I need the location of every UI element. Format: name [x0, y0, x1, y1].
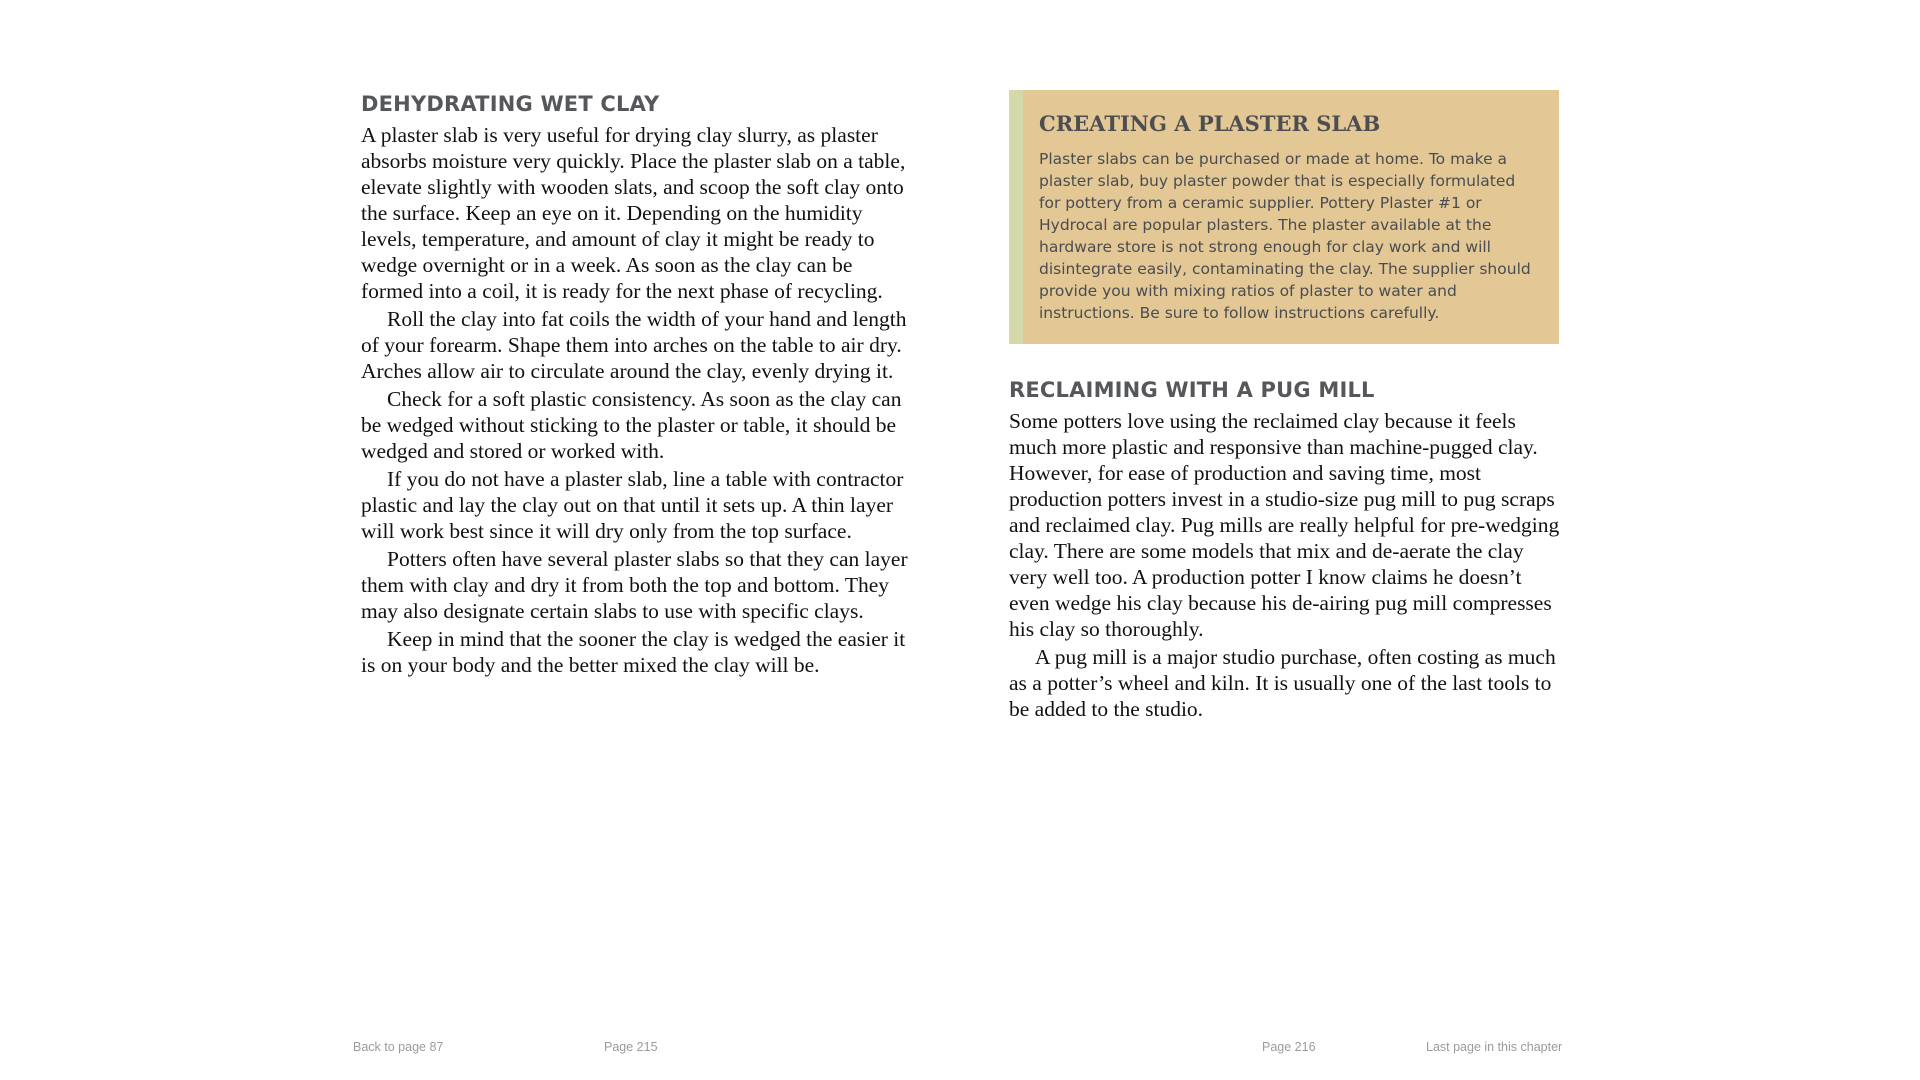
right-body-text — [1009, 408, 1561, 722]
last-page-label: Last page in this chapter — [1426, 1040, 1563, 1054]
section-heading-dehydrating: DEHYDRATING WET CLAY — [361, 92, 660, 116]
sidebar-stripe — [1009, 90, 1023, 344]
right-page — [1009, 90, 1561, 724]
sidebar-box — [1009, 90, 1559, 344]
spacer — [1009, 344, 1561, 370]
paragraph: If you do not have a plaster slab, line a table with contractor plastic and lay the clay out on that until it sets up. A thin layer will work best since it will dry only from the top surface. — [361, 467, 904, 543]
paragraph: Roll the clay into fat coils the width of your hand and length of your forearm. Shape them into arches on the table to air dry. Arches allow air to circulate around the clay, evenly drying it. — [361, 307, 907, 383]
back-to-page-link[interactable]: Back to page 87 — [353, 1040, 444, 1054]
paragraph: A plaster slab is very useful for drying clay slurry, as plaster absorbs moisture very quickly. Place the plaster slab on a table, elevate slightly with wooden slats, and scoop the soft clay onto the surface. Keep an eye on it. Depending on the humidity levels, temperature, and amount of clay it might be ready to wedge overnight or in a week. As soon as the clay can be formed into a coil, it is ready for the next phase of recycling. — [361, 123, 906, 303]
paragraph: Check for a soft plastic consistency. As soon as the clay can be wedged without sticking to the plaster or table, it should be wedged and stored or worked with. — [361, 387, 902, 463]
left-page-number: Page 215 — [604, 1040, 658, 1054]
paragraph: Some potters love using the reclaimed clay because it feels much more plastic and responsive than machine-pugged clay. However, for ease of production and saving time, most production potters invest in a studio-size pug mill to pug scraps and reclaimed clay. Pug mills are really helpful for pre-wedging clay. There are some models that mix and de-aerate the clay very well too. A production potter I know claims he doesn’t even wedge his clay because his de-airing pug mill compresses his clay so thoroughly. — [1009, 409, 1560, 641]
section-heading-pug-mill: RECLAIMING WITH A PUG MILL — [1009, 378, 1375, 402]
sidebar-text: Plaster slabs can be purchased or made at home. To make a plaster slab, buy plaster powder that is especially formulated for pottery from a ceramic supplier. Pottery Plaster #1 or Hydrocal are popular plasters. The plaster available at the hardware store is not strong enough for clay work and will disintegrate easily, contaminating the clay. The supplier should provide you with mixing ratios of plaster to water and instructions. Be sure to follow instructions carefully. — [1039, 150, 1531, 322]
left-body-text — [361, 122, 913, 678]
sidebar-title: CREATING A PLASTER SLAB — [1039, 111, 1381, 136]
right-page-number: Page 216 — [1262, 1040, 1316, 1054]
paragraph: Keep in mind that the sooner the clay is wedged the easier it is on your body and the better mixed the clay will be. — [361, 627, 906, 677]
paragraph: A pug mill is a major studio purchase, often costing as much as a potter’s wheel and kiln. It is usually one of the last tools to be added to the studio. — [1009, 645, 1556, 721]
left-page — [361, 84, 913, 680]
paragraph: Potters often have several plaster slabs so that they can layer them with clay and dry it from both the top and bottom. They may also designate certain slabs to use with specific clays. — [361, 547, 908, 623]
